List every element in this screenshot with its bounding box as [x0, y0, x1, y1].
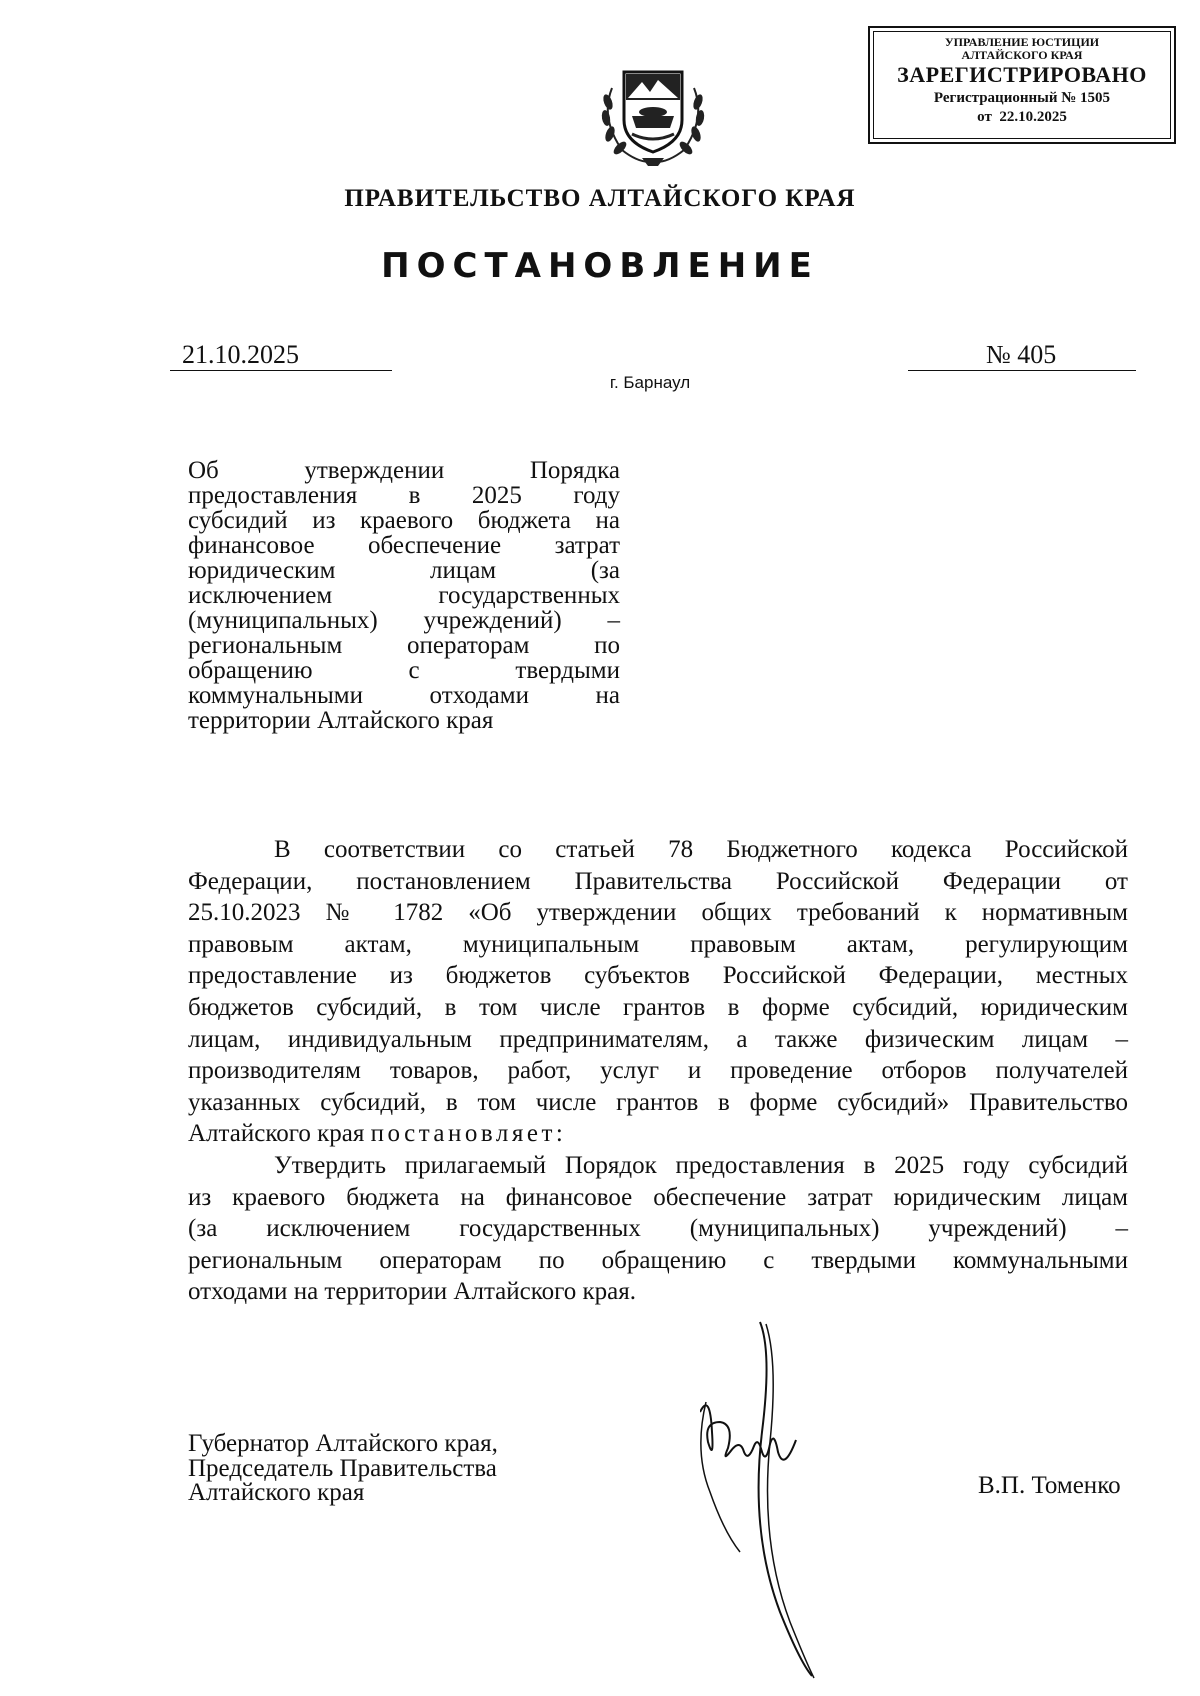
handwritten-signature-icon [700, 1312, 880, 1682]
subject-line: исключением государственных [188, 582, 620, 609]
stamp-status: ЗАРЕГИСТРИРОВАНО [897, 62, 1147, 87]
document-body [188, 834, 1128, 1308]
coat-of-arms-icon [592, 58, 714, 168]
body-line: 25.10.2023 № 1782 «Об утверждении общих требований к нормативным [188, 899, 1128, 927]
stamp-authority-line1: УПРАВЛЕНИЕ ЮСТИЦИИ [944, 35, 1100, 49]
body-line: производителям товаров, работ, услуг и проведение отборов получателей [188, 1057, 1128, 1085]
stamp-reg-date: от 22.10.2025 [977, 109, 1067, 125]
body-line: указанных субсидий, в том числе грантов в форме субсидий» Правительство [188, 1088, 1128, 1116]
body-line: лицам, индивидуальным предпринимателям, а также физическим лицам – [188, 1025, 1128, 1053]
registration-stamp-frame [873, 31, 1171, 139]
body-line: Утвердить прилагаемый Порядок предоставления в 2025 году субсидий [274, 1151, 1128, 1179]
document-type: ПОСТАНОВЛЕНИЕ [381, 246, 819, 286]
signatory-title-line: Председатель Правительства [188, 1454, 497, 1482]
signatory-title [188, 1432, 498, 1506]
stamp-reg-number: Регистрационный № 1505 [933, 90, 1111, 106]
signatory-title-line: Алтайского края [188, 1479, 365, 1506]
subject-line: Об утверждении Порядка [188, 457, 620, 484]
body-line: бюджетов субсидий, в том числе грантов в форме субсидий, юридическим [188, 993, 1128, 1021]
document-number: № 405 [908, 340, 1136, 371]
signatory-title-line: Губернатор Алтайского края, [188, 1430, 498, 1457]
resolves-word: постановляет: [370, 1120, 567, 1148]
body-line-resolves [188, 1118, 1128, 1150]
resolves-prefix: Алтайского края [188, 1120, 371, 1148]
signatory-name: В.П. Томенко [978, 1472, 1121, 1499]
body-line: региональным операторам по обращению с твердыми коммунальными [188, 1246, 1128, 1274]
subject-line: юридическим лицам (за [188, 557, 620, 584]
body-line: отходами на территории Алтайского края. [188, 1278, 636, 1306]
government-name: ПРАВИТЕЛЬСТВО АЛТАЙСКОГО КРАЯ [344, 185, 856, 212]
body-line: правовым актам, муниципальным правовым актам, регулирующим [188, 930, 1128, 958]
subject-line: субсидий из краевого бюджета на [188, 507, 620, 534]
document-city: г. Барнаул [609, 373, 691, 392]
subject-line: финансовое обеспечение затрат [188, 532, 620, 559]
body-line: Федерации, постановлением Правительства Российской Федерации от [188, 867, 1128, 895]
subject-line: региональным операторам по [188, 632, 620, 659]
subject-line: коммунальными отходами на [188, 682, 620, 709]
stamp-authority-line2: АЛТАЙСКОГО КРАЯ [961, 48, 1083, 62]
subject-line: (муниципальных) учреждений) – [188, 607, 620, 634]
body-line: из краевого бюджета на финансовое обеспечение затрат юридическим лицам [188, 1183, 1128, 1211]
subject-line: обращению с твердыми [188, 657, 620, 684]
body-line: (за исключением государственных (муниципальных) учреждений) – [188, 1215, 1128, 1243]
subject-line: предоставления в 2025 году [188, 482, 620, 509]
registration-stamp [868, 26, 1176, 144]
document-date: 21.10.2025 [170, 340, 392, 371]
body-line: предоставление из бюджетов субъектов Российской Федерации, местных [188, 962, 1128, 990]
body-line: В соответствии со статьей 78 Бюджетного кодекса Российской [274, 836, 1128, 863]
subject-line: территории Алтайского края [188, 707, 494, 734]
document-subject [188, 458, 620, 733]
